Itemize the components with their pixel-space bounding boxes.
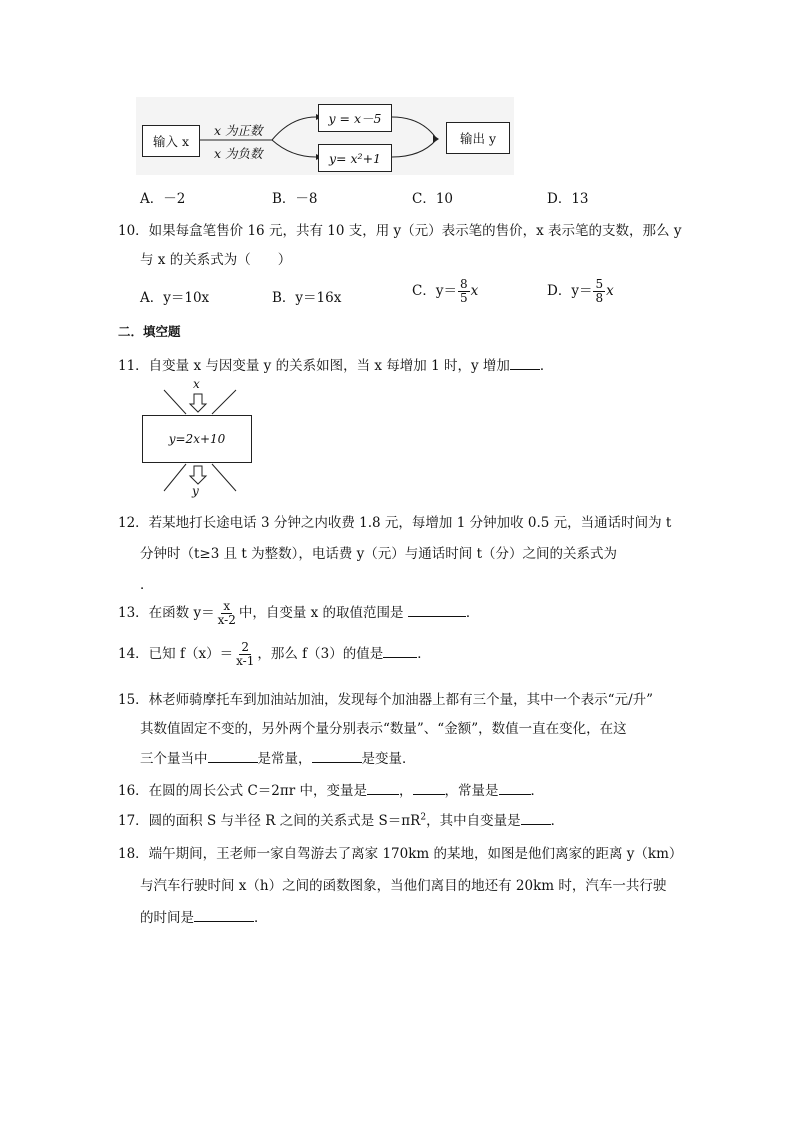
q11-formula-box bbox=[142, 415, 252, 463]
q10-c-suffix: x bbox=[470, 283, 479, 299]
q10-option-b: B．y＝16x bbox=[272, 290, 342, 306]
q10-line2: 与 x 的关系式为（ ） bbox=[140, 252, 292, 268]
formula-top-box bbox=[318, 104, 392, 132]
q10-line1: 10．如果每盒笔售价 16 元，共有 10 支，用 y（元）表示笔的售价，x 表示笔的支数，那么 y bbox=[118, 223, 682, 239]
section-heading: 二．填空题 bbox=[118, 324, 181, 339]
q10-c-fraction bbox=[458, 278, 470, 305]
output-box bbox=[446, 122, 510, 154]
answer-blank bbox=[408, 604, 466, 617]
q18-line1: 18．端午期间，王老师一家自驾游去了离家 170km 的某地，如图是他们离家的距离 y（km） bbox=[118, 846, 683, 862]
fraction-numerator: 2 bbox=[241, 640, 250, 654]
q11-formula: y=2x+10 bbox=[168, 432, 226, 446]
q15-text-c: 是变量． bbox=[361, 751, 416, 767]
q16-text-d: ． bbox=[530, 783, 545, 799]
q10-c-prefix: C．y＝ bbox=[412, 283, 457, 299]
q18-line3 bbox=[140, 906, 268, 926]
q16-text-b: ， bbox=[399, 783, 413, 799]
fraction-denominator: 5 bbox=[459, 291, 468, 305]
q15-line1: 15．林老师骑摩托车到加油站加油，发现每个加油器上都有三个量，其中一个表示“元/升” bbox=[118, 692, 654, 708]
fraction-numerator: 8 bbox=[459, 277, 468, 291]
fraction-denominator: 8 bbox=[595, 291, 604, 305]
q18-line2: 与汽车行驶时间 x（h）之间的函数图象，当他们离目的地还有 20km 时，汽车一共行驶 bbox=[140, 878, 667, 894]
q16-text-a: 16．在圆的周长公式 C＝2πr 中，变量是 bbox=[118, 783, 368, 799]
answer-blank bbox=[413, 782, 445, 795]
q12-line1: 12．若某地打长途电话 3 分钟之内收费 1.8 元，每增加 1 分钟加收 0.5 元，当通话时间为 t bbox=[118, 515, 672, 531]
q11-text bbox=[118, 354, 553, 374]
formula-bottom: y= x²+1 bbox=[329, 150, 381, 166]
q10-d-suffix: x bbox=[606, 283, 614, 299]
q11-question: 11．自变量 x 与因变量 y 的关系如图，当 x 每增加 1 时，y 增加 bbox=[118, 358, 510, 374]
q18-text-b: ． bbox=[254, 910, 268, 926]
q16-text-c: ，常量是 bbox=[444, 783, 499, 799]
q17 bbox=[118, 809, 564, 829]
q13 bbox=[118, 600, 479, 627]
q17-text-b: ，其中自变量是 bbox=[426, 813, 521, 829]
q10-option-a: A．y＝10x bbox=[140, 290, 210, 306]
answer-blank bbox=[510, 357, 540, 370]
q12-line2: 分钟时（t≥3 且 t 为整数），电话费 y（元）与通话时间 t（分）之间的关系式为 bbox=[140, 546, 618, 562]
fraction-denominator: x-2 bbox=[217, 613, 236, 627]
branch-positive-label: x 为正数 bbox=[214, 123, 263, 138]
answer-blank bbox=[367, 782, 399, 795]
output-label: 输出 y bbox=[459, 131, 497, 146]
fraction-denominator: x-1 bbox=[236, 654, 255, 668]
q9-option-b: B．－8 bbox=[272, 191, 318, 207]
q10-d-fraction bbox=[593, 278, 605, 305]
fraction-numerator: 5 bbox=[595, 277, 604, 291]
q14-fraction bbox=[234, 641, 256, 668]
answer-blank bbox=[194, 909, 254, 922]
q14 bbox=[118, 641, 431, 668]
input-box bbox=[142, 125, 200, 157]
q11-diagram-x: x bbox=[193, 377, 200, 391]
q17-text-a: 17．圆的面积 S 与半径 R 之间的关系式是 S＝πR bbox=[118, 813, 421, 829]
answer-blank bbox=[499, 782, 531, 795]
formula-top: y = x－5 bbox=[328, 111, 382, 126]
answer-blank bbox=[312, 750, 362, 763]
branch-negative-label: x 为负数 bbox=[214, 146, 263, 161]
q17-text-c: ． bbox=[550, 813, 565, 829]
q9-option-c: C．10 bbox=[412, 191, 454, 207]
q10-option-d bbox=[547, 278, 614, 305]
q16 bbox=[118, 779, 544, 799]
q14-end: ． bbox=[417, 646, 431, 662]
q11-end: ． bbox=[539, 358, 554, 374]
q15-text-b: 是常量， bbox=[257, 751, 312, 767]
q17-superscript: 2 bbox=[420, 812, 427, 823]
q15-text-a: 三个量当中 bbox=[140, 751, 208, 767]
answer-blank bbox=[383, 645, 417, 658]
q18-text-a: 的时间是 bbox=[140, 910, 194, 926]
q13-prefix: 13．在函数 y＝ bbox=[118, 605, 215, 621]
q13-end: ． bbox=[465, 605, 480, 621]
q13-fraction bbox=[216, 600, 238, 627]
fraction-numerator: x bbox=[223, 599, 231, 613]
q13-suffix: 中，自变量 x 的取值范围是 bbox=[238, 605, 404, 621]
q12-line3: ． bbox=[140, 577, 154, 593]
q15-line2: 其数值固定不变的，另外两个量分别表示“数量”、“金额”，数值一直在变化，在这 bbox=[140, 721, 627, 737]
input-label: 输入 x bbox=[152, 134, 190, 149]
q10-option-c bbox=[412, 278, 478, 305]
q14-prefix: 14．已知 f（x）＝ bbox=[118, 646, 234, 662]
q9-option-a: A．－2 bbox=[140, 191, 186, 207]
answer-blank bbox=[521, 812, 551, 825]
q11-diagram-y: y bbox=[192, 484, 199, 498]
q14-suffix: ，那么 f（3）的值是 bbox=[257, 646, 384, 662]
q10-d-prefix: D．y＝ bbox=[547, 283, 593, 299]
q9-option-d: D．13 bbox=[547, 191, 589, 207]
formula-bottom-box bbox=[318, 144, 392, 172]
answer-blank bbox=[208, 750, 258, 763]
q15-line3 bbox=[140, 747, 416, 767]
